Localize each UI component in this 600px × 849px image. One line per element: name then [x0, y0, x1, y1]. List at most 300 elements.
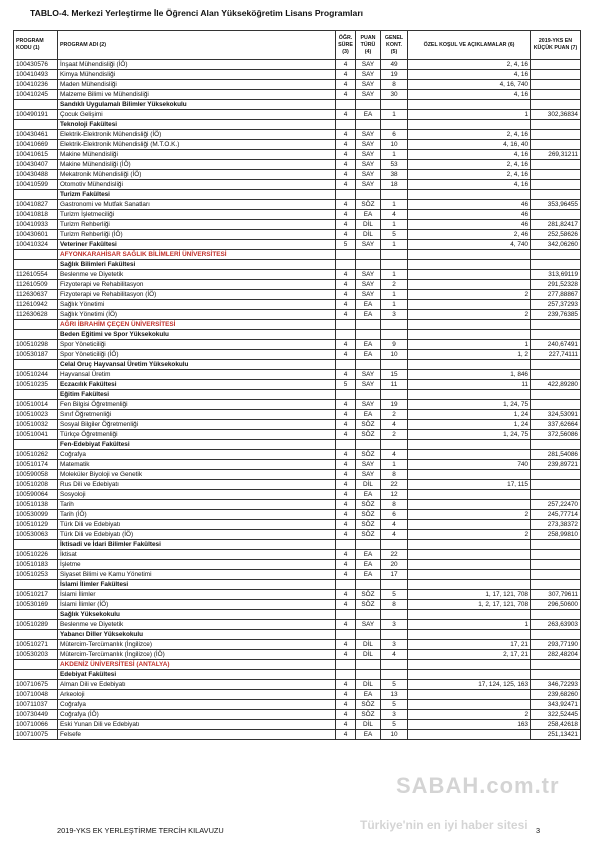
duration: 4	[336, 150, 356, 160]
conditions: 740	[408, 460, 531, 470]
conditions: 46	[408, 220, 531, 230]
program-name: İnşaat Mühendisliği (İÖ)	[58, 60, 336, 70]
conditions	[408, 730, 531, 740]
score-type: DİL	[356, 220, 381, 230]
conditions: 2, 46	[408, 230, 531, 240]
empty-cell	[356, 440, 381, 450]
empty-cell	[408, 260, 531, 270]
min-score: 251,13421	[531, 730, 581, 740]
score-type: SAY	[356, 400, 381, 410]
quota: 22	[381, 480, 408, 490]
program-code: 100410599	[14, 180, 58, 190]
program-name: Mütercim-Tercümanlık (İngilizce)	[58, 640, 336, 650]
duration: 4	[336, 590, 356, 600]
score-type: EA	[356, 350, 381, 360]
conditions	[408, 450, 531, 460]
header-duration: ÖĞR. SÜRE (3)	[336, 31, 356, 60]
faculty-row	[14, 440, 581, 450]
page-number: 3	[536, 826, 541, 835]
duration: 4	[336, 310, 356, 320]
duration: 4	[336, 210, 356, 220]
score-type: EA	[356, 690, 381, 700]
min-score	[531, 170, 581, 180]
program-code: 100510298	[14, 340, 58, 350]
program-code: 100410236	[14, 80, 58, 90]
duration: 4	[336, 560, 356, 570]
quota: 5	[381, 720, 408, 730]
conditions: 163	[408, 720, 531, 730]
score-type: EA	[356, 560, 381, 570]
program-code: 100510032	[14, 420, 58, 430]
min-score: 353,96455	[531, 200, 581, 210]
program-name: Rus Dili ve Edebiyatı	[58, 480, 336, 490]
program-code: 100710675	[14, 680, 58, 690]
quota: 11	[381, 380, 408, 390]
score-type: SAY	[356, 470, 381, 480]
score-type: EA	[356, 570, 381, 580]
table-row	[14, 370, 581, 380]
empty-cell	[356, 100, 381, 110]
min-score: 257,37293	[531, 300, 581, 310]
quota: 5	[381, 230, 408, 240]
faculty-name: Fen-Edebiyat Fakültesi	[58, 440, 336, 450]
quota: 2	[381, 410, 408, 420]
table-row	[14, 240, 581, 250]
program-name: Alman Dili ve Edebiyatı	[58, 680, 336, 690]
program-code: 100410324	[14, 240, 58, 250]
conditions	[408, 550, 531, 560]
duration: 4	[336, 550, 356, 560]
table-row	[14, 590, 581, 600]
quota: 18	[381, 180, 408, 190]
program-name: Spor Yöneticiliği (İÖ)	[58, 350, 336, 360]
table-row	[14, 700, 581, 710]
duration: 5	[336, 240, 356, 250]
empty-cell	[408, 250, 531, 260]
program-name: Eski Yunan Dili ve Edebiyatı	[58, 720, 336, 730]
quota: 5	[381, 700, 408, 710]
score-type: SAY	[356, 150, 381, 160]
min-score: 307,79611	[531, 590, 581, 600]
empty-cell	[336, 580, 356, 590]
score-type: EA	[356, 300, 381, 310]
program-name: İktisat	[58, 550, 336, 560]
table-row	[14, 620, 581, 630]
program-code: 100430407	[14, 160, 58, 170]
program-code: 100510183	[14, 560, 58, 570]
empty-cell	[14, 660, 58, 670]
empty-cell	[531, 630, 581, 640]
quota: 4	[381, 210, 408, 220]
score-type: DİL	[356, 680, 381, 690]
faculty-row	[14, 190, 581, 200]
min-score: 281,54086	[531, 450, 581, 460]
empty-cell	[14, 540, 58, 550]
duration: 4	[336, 110, 356, 120]
quota: 4	[381, 530, 408, 540]
faculty-name: Sağlık Yüksekokulu	[58, 610, 336, 620]
empty-cell	[356, 580, 381, 590]
conditions: 11	[408, 380, 531, 390]
duration: 4	[336, 70, 356, 80]
table-body	[14, 60, 581, 740]
empty-cell	[531, 440, 581, 450]
min-score: 302,36834	[531, 110, 581, 120]
program-code: 100430488	[14, 170, 58, 180]
conditions: 4, 16, 40	[408, 140, 531, 150]
table-row	[14, 220, 581, 230]
score-type: SAY	[356, 140, 381, 150]
min-score: 346,72293	[531, 680, 581, 690]
score-type: SAY	[356, 460, 381, 470]
duration: 4	[336, 230, 356, 240]
empty-cell	[381, 360, 408, 370]
score-type: EA	[356, 340, 381, 350]
program-code: 112610509	[14, 280, 58, 290]
program-code: 100510217	[14, 590, 58, 600]
duration: 4	[336, 200, 356, 210]
min-score	[531, 180, 581, 190]
empty-cell	[336, 540, 356, 550]
conditions: 4, 16	[408, 150, 531, 160]
duration: 4	[336, 220, 356, 230]
empty-cell	[408, 670, 531, 680]
empty-cell	[336, 610, 356, 620]
table-row	[14, 690, 581, 700]
min-score: 263,63903	[531, 620, 581, 630]
quota: 19	[381, 70, 408, 80]
quota: 17	[381, 570, 408, 580]
score-type: SÖZ	[356, 530, 381, 540]
empty-cell	[336, 630, 356, 640]
quota: 2	[381, 280, 408, 290]
university-name: AKDENİZ ÜNİVERSİTESİ (ANTALYA)	[58, 660, 336, 670]
min-score: 239,68260	[531, 690, 581, 700]
program-code: 100510262	[14, 450, 58, 460]
duration: 4	[336, 620, 356, 630]
empty-cell	[14, 610, 58, 620]
duration: 4	[336, 160, 356, 170]
program-name: Türk Dili ve Edebiyatı	[58, 520, 336, 530]
quota: 12	[381, 490, 408, 500]
header-program-code: PROGRAM KODU (1)	[14, 31, 58, 60]
faculty-name: Sağlık Bilimleri Fakültesi	[58, 260, 336, 270]
conditions: 46	[408, 210, 531, 220]
min-score: 322,52445	[531, 710, 581, 720]
program-name: Arkeoloji	[58, 690, 336, 700]
quota: 6	[381, 130, 408, 140]
faculty-row	[14, 330, 581, 340]
empty-cell	[356, 630, 381, 640]
quota: 3	[381, 640, 408, 650]
empty-cell	[14, 120, 58, 130]
empty-cell	[381, 120, 408, 130]
duration: 4	[336, 180, 356, 190]
conditions: 2, 17, 21	[408, 650, 531, 660]
quota: 1	[381, 240, 408, 250]
program-name: Elektrik-Elektronik Mühendisliği (M.T.O.K.)	[58, 140, 336, 150]
empty-cell	[408, 580, 531, 590]
empty-cell	[336, 190, 356, 200]
conditions	[408, 560, 531, 570]
table-row	[14, 380, 581, 390]
quota: 1	[381, 300, 408, 310]
table-row	[14, 460, 581, 470]
program-code: 100430461	[14, 130, 58, 140]
program-name: Otomotiv Mühendisliği	[58, 180, 336, 190]
quota: 9	[381, 340, 408, 350]
empty-cell	[336, 360, 356, 370]
quota: 1	[381, 200, 408, 210]
faculty-name: İktisadi ve İdari Bilimler Fakültesi	[58, 540, 336, 550]
empty-cell	[356, 390, 381, 400]
min-score: 422,89280	[531, 380, 581, 390]
table-row	[14, 550, 581, 560]
conditions: 1, 24, 75	[408, 430, 531, 440]
conditions: 2	[408, 290, 531, 300]
score-type: SÖZ	[356, 520, 381, 530]
duration: 4	[336, 500, 356, 510]
empty-cell	[381, 190, 408, 200]
table-row	[14, 350, 581, 360]
duration: 4	[336, 300, 356, 310]
program-name: Elektrik-Elektronik Mühendisliği (İÖ)	[58, 130, 336, 140]
program-code: 100410818	[14, 210, 58, 220]
header-program-name: PROGRAM ADI (2)	[58, 31, 336, 60]
program-code: 100510289	[14, 620, 58, 630]
conditions: 2	[408, 310, 531, 320]
score-type: SÖZ	[356, 200, 381, 210]
program-name: Turizm Rehberliği	[58, 220, 336, 230]
table-row	[14, 280, 581, 290]
empty-cell	[356, 250, 381, 260]
empty-cell	[336, 120, 356, 130]
empty-cell	[356, 670, 381, 680]
program-name: Coğrafya (İÖ)	[58, 710, 336, 720]
empty-cell	[336, 660, 356, 670]
score-type: SAY	[356, 130, 381, 140]
program-code: 100510226	[14, 550, 58, 560]
quota: 4	[381, 520, 408, 530]
faculty-name: Celal Oruç Hayvansal Üretim Yüksekokulu	[58, 360, 336, 370]
program-name: İslami İlimler	[58, 590, 336, 600]
program-name: Makine Mühendisliği (İÖ)	[58, 160, 336, 170]
score-type: DİL	[356, 720, 381, 730]
score-type: DİL	[356, 650, 381, 660]
program-code: 100710075	[14, 730, 58, 740]
table-row	[14, 430, 581, 440]
program-name: Moleküler Biyoloji ve Genetik	[58, 470, 336, 480]
empty-cell	[381, 320, 408, 330]
university-name: AĞRI İBRAHİM ÇEÇEN ÜNİVERSİTESİ	[58, 320, 336, 330]
conditions: 2	[408, 530, 531, 540]
duration: 4	[336, 290, 356, 300]
conditions: 46	[408, 200, 531, 210]
program-name: Siyaset Bilimi ve Kamu Yönetimi	[58, 570, 336, 580]
header-score-type: PUAN TÜRÜ (4)	[356, 31, 381, 60]
quota: 1	[381, 110, 408, 120]
empty-cell	[14, 330, 58, 340]
conditions: 17, 21	[408, 640, 531, 650]
empty-cell	[14, 320, 58, 330]
empty-cell	[531, 540, 581, 550]
conditions: 4, 16	[408, 90, 531, 100]
conditions: 1, 24	[408, 420, 531, 430]
program-name: Coğrafya	[58, 700, 336, 710]
quota: 8	[381, 470, 408, 480]
min-score	[531, 130, 581, 140]
table-row	[14, 520, 581, 530]
table-row	[14, 160, 581, 170]
min-score: 282,48204	[531, 650, 581, 660]
empty-cell	[14, 100, 58, 110]
duration: 4	[336, 370, 356, 380]
conditions	[408, 280, 531, 290]
score-type: EA	[356, 410, 381, 420]
score-type: SÖZ	[356, 600, 381, 610]
min-score	[531, 550, 581, 560]
score-type: SÖZ	[356, 710, 381, 720]
min-score: 291,52328	[531, 280, 581, 290]
faculty-name: Beden Eğitimi ve Spor Yüksekokulu	[58, 330, 336, 340]
table-row	[14, 270, 581, 280]
min-score: 296,50600	[531, 600, 581, 610]
program-code: 100410933	[14, 220, 58, 230]
score-type: SAY	[356, 370, 381, 380]
min-score: 258,42618	[531, 720, 581, 730]
empty-cell	[531, 120, 581, 130]
duration: 4	[336, 730, 356, 740]
table-row	[14, 410, 581, 420]
program-code: 100711037	[14, 700, 58, 710]
empty-cell	[408, 390, 531, 400]
conditions: 4, 740	[408, 240, 531, 250]
table-row	[14, 80, 581, 90]
table-row	[14, 420, 581, 430]
duration: 4	[336, 490, 356, 500]
min-score	[531, 400, 581, 410]
footer-guide-title: 2019-YKS EK YERLEŞTİRME TERCİH KILAVUZU	[57, 826, 224, 835]
min-score: 227,74111	[531, 350, 581, 360]
conditions: 4, 16	[408, 70, 531, 80]
program-code: 100730449	[14, 710, 58, 720]
program-code: 100430601	[14, 230, 58, 240]
faculty-name: Eğitim Fakültesi	[58, 390, 336, 400]
empty-cell	[356, 120, 381, 130]
table-row	[14, 730, 581, 740]
table-row	[14, 720, 581, 730]
duration: 4	[336, 650, 356, 660]
score-type: SAY	[356, 280, 381, 290]
program-code: 100510023	[14, 410, 58, 420]
min-score	[531, 70, 581, 80]
table-row	[14, 60, 581, 70]
header-quota: GENEL KONT. (5)	[381, 31, 408, 60]
program-code: 100710066	[14, 720, 58, 730]
min-score: 239,76385	[531, 310, 581, 320]
min-score: 343,92471	[531, 700, 581, 710]
score-type: SÖZ	[356, 510, 381, 520]
program-name: Malzeme Bilimi ve Mühendisliği	[58, 90, 336, 100]
quota: 10	[381, 140, 408, 150]
program-code: 100510244	[14, 370, 58, 380]
program-name: Beslenme ve Diyetetik	[58, 620, 336, 630]
empty-cell	[408, 360, 531, 370]
program-code: 112630637	[14, 290, 58, 300]
faculty-name: Edebiyat Fakültesi	[58, 670, 336, 680]
faculty-row	[14, 100, 581, 110]
quota: 1	[381, 220, 408, 230]
university-row	[14, 320, 581, 330]
min-score	[531, 490, 581, 500]
empty-cell	[408, 660, 531, 670]
duration: 4	[336, 140, 356, 150]
program-code: 100510041	[14, 430, 58, 440]
empty-cell	[336, 260, 356, 270]
min-score: 245,77714	[531, 510, 581, 520]
quota: 1	[381, 270, 408, 280]
empty-cell	[408, 190, 531, 200]
program-code: 100510208	[14, 480, 58, 490]
faculty-row	[14, 670, 581, 680]
conditions: 4, 16, 740	[408, 80, 531, 90]
quota: 30	[381, 90, 408, 100]
score-type: SAY	[356, 160, 381, 170]
score-type: SAY	[356, 240, 381, 250]
conditions	[408, 490, 531, 500]
empty-cell	[336, 670, 356, 680]
program-code: 100510138	[14, 500, 58, 510]
quota: 3	[381, 620, 408, 630]
empty-cell	[408, 320, 531, 330]
quota: 19	[381, 400, 408, 410]
table-row	[14, 90, 581, 100]
duration: 5	[336, 380, 356, 390]
program-code: 100410493	[14, 70, 58, 80]
program-code: 100410245	[14, 90, 58, 100]
program-code: 100510129	[14, 520, 58, 530]
program-name: İşletme	[58, 560, 336, 570]
quota: 13	[381, 690, 408, 700]
program-code: 100530187	[14, 350, 58, 360]
conditions	[408, 570, 531, 580]
empty-cell	[381, 580, 408, 590]
empty-cell	[356, 190, 381, 200]
faculty-name: Teknoloji Fakültesi	[58, 120, 336, 130]
score-type: SAY	[356, 620, 381, 630]
duration: 4	[336, 720, 356, 730]
program-name: Veteriner Fakültesi	[58, 240, 336, 250]
duration: 4	[336, 80, 356, 90]
program-name: Sosyal Bilgiler Öğretmenliği	[58, 420, 336, 430]
empty-cell	[14, 440, 58, 450]
table-row	[14, 500, 581, 510]
table-row	[14, 340, 581, 350]
min-score: 293,77190	[531, 640, 581, 650]
program-name: Sağlık Yönetimi	[58, 300, 336, 310]
duration: 4	[336, 520, 356, 530]
table-row	[14, 470, 581, 480]
score-type: SÖZ	[356, 450, 381, 460]
duration: 4	[336, 270, 356, 280]
conditions	[408, 300, 531, 310]
empty-cell	[14, 260, 58, 270]
min-score	[531, 470, 581, 480]
empty-cell	[531, 260, 581, 270]
duration: 4	[336, 710, 356, 720]
duration: 4	[336, 640, 356, 650]
programs-table	[13, 30, 581, 740]
